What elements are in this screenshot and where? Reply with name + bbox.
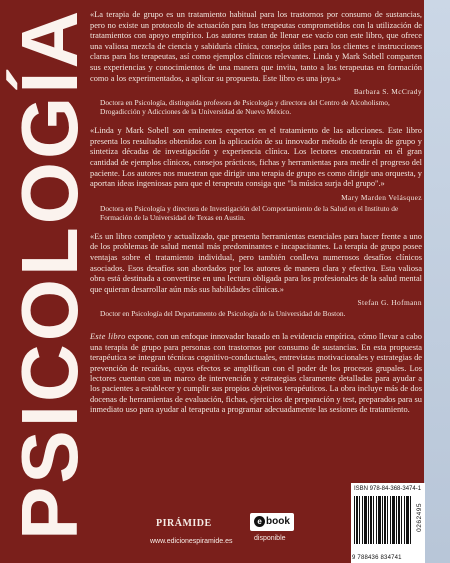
- testimonial-author: Barbara S. McCrady: [353, 87, 422, 97]
- product-code: 0262495: [416, 503, 423, 532]
- testimonial-author: Stefan G. Hofmann: [357, 298, 422, 308]
- barcode-digits: 9 788436 834741: [352, 555, 402, 561]
- book-description: [90, 332, 422, 415]
- book-description-text: expone, con un enfoque innovador basado en la evidencia empírica, cómo llevar a cabo una terapia de grupo para personas con trastornos por consumo de sustancias. En esta propuesta terapéutica se integran técnicas cognitivo-conductuales, entrevistas motivacionales y estrategias de prevención de recaídas, cuyos efectos se amplifican con el poder de los procesos grupales. Los lectores cuentan con un marco de intervención y estrategias claramente detalladas para ayudar a los pacientes a establecer y cumplir sus propios objetivos terapéuticos. La obra incluye más de dos docenas de herramientas de evaluación, fichas, ejercicios de preparación y test, preparados para su inmediato uso para ayudar al terapeuta a programar adecuadamente las sesiones de tratamiento.: [90, 332, 422, 415]
- ebook-icon: e: [254, 516, 265, 527]
- barcode-box: [351, 483, 425, 563]
- testimonial-2: [90, 126, 422, 222]
- book-description-lead: Este libro: [90, 332, 126, 342]
- cover-title: PSICOLOGÍA: [5, 7, 94, 540]
- back-cover-text: [90, 10, 422, 416]
- publisher-logo: PIRÁMIDE: [156, 518, 212, 529]
- right-color-bar: [424, 0, 450, 563]
- ebook-caption: disponible: [254, 535, 286, 542]
- testimonial-author: Mary Marden Velásquez: [341, 192, 422, 202]
- testimonial-quote: «La terapia de grupo es un tratamiento habitual para los trastornos por consumo de sustancias, pero no existe un protocolo de actuación para los terapeutas comprometidos con la utilización de tratamientos con apoyo empírico. Los autores tratan de llenar ese vacío con este libro, que ofrece una valiosa mezcla de ciencia y sabiduría clínica, consejos útiles para los clientes e instrucciones claras para los terapeutas, así como ejemplos clínicos relevantes. Linda y Mark Sobell comparten sus experiencias y conocimientos de una manera que invita, tanto a los terapeutas en formación como a los experimentados, a aplicar su propuesta. Este libro es una joya.»: [90, 10, 422, 83]
- spine-band: [0, 0, 94, 563]
- testimonial-author-description: Doctora en Psicología y directora de Investigación del Comportamiento de la Salud en el Instituto de Formación de la Universidad de Texas en Austin.: [100, 203, 399, 222]
- testimonial-quote: «Linda y Mark Sobell son eminentes expertos en el tratamiento de las adicciones. Este libro presenta los resultados obtenidos con la aplicación de su innovador método de terapia de grupo y sintetiza décadas de investigación y experiencia clínica. Los lectores encontrarán en él gran cantidad de ejemplos clínicos, consejos prácticos, fichas y herramientas para medir el progreso del paciente. Los autores nos muestran que dirigir una terapia de grupo es como dirigir una orquesta, y aportan ideas ingeniosas para que el terapeuta consiga que "la música surja del grupo".»: [90, 126, 422, 189]
- testimonial-author-description: Doctor en Psicología del Departamento de Psicología de la Universidad de Boston.: [100, 309, 346, 319]
- ebook-badge: [250, 513, 294, 531]
- barcode-icon: [354, 496, 412, 544]
- testimonial-1: [90, 10, 422, 116]
- testimonial-author-description: Doctora en Psicología, distinguida profesora de Psicología y directora del Centro de Alcoholismo, Drogadicción y Adicciones de la Universidad de Nuevo México.: [100, 98, 390, 117]
- testimonial-quote: «Es un libro completo y actualizado, que presenta herramientas esenciales para hacer frente a uno de los problemas de salud mental más predominantes e incapacitantes. La terapia de grupo posee ventajas sobre el tratamiento individual, pero también conlleva numerosos desafíos clínicos asociados. Esos desafíos son abordados por los autores de manera clara y efectiva. Esta valiosa obra está destinada a convertirse en una lectura obligada para los profesionales de la salud mental que quieran desarrollar aún más sus habilidades clínicas.»: [90, 231, 422, 294]
- testimonial-3: [90, 232, 422, 319]
- ebook-label: book: [266, 516, 290, 527]
- publisher-website[interactable]: www.edicionespiramide.es: [150, 538, 233, 545]
- isbn: ISBN 978-84-368-3474-1: [354, 486, 422, 492]
